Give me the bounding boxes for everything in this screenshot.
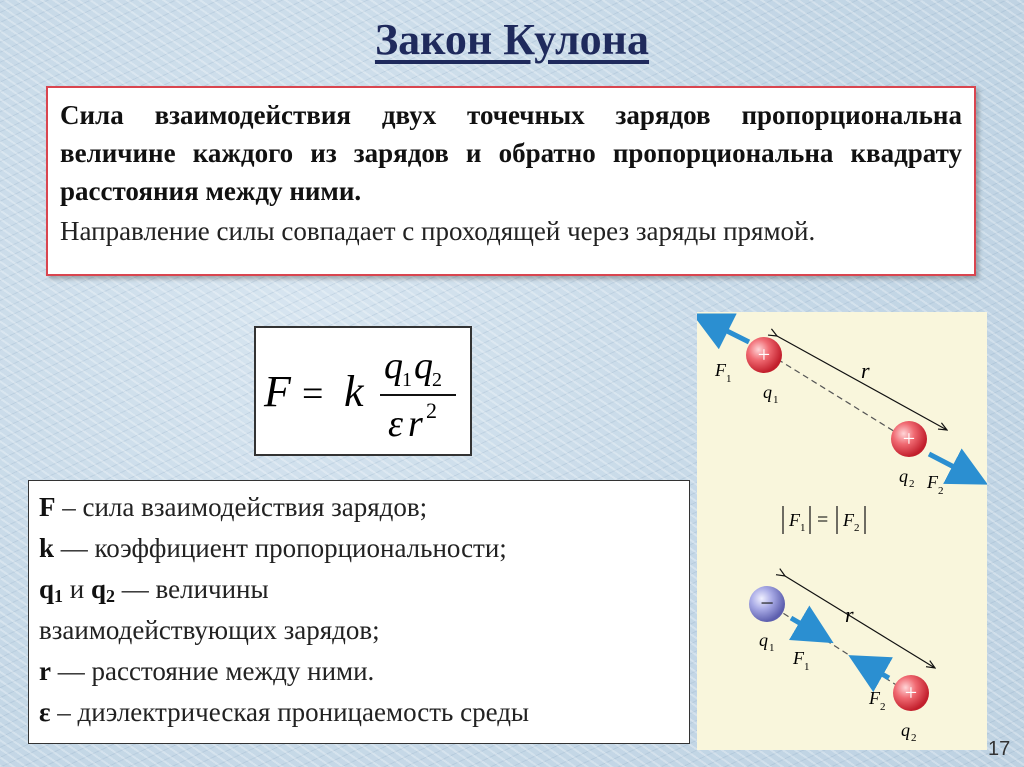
legend-line-coefficient bbox=[39, 528, 679, 569]
legend-text-q-continued: взаимодействующих зарядов; bbox=[39, 615, 380, 645]
formula-q2-subscript: 2 bbox=[432, 369, 442, 391]
bottom-force2-label: F bbox=[869, 688, 880, 708]
bottom-distance-arrow bbox=[785, 576, 935, 668]
top-force2-label: F bbox=[927, 472, 938, 492]
bottom-charge2-sign: + bbox=[904, 680, 918, 705]
equality-left-force-subscript: 1 bbox=[800, 522, 806, 534]
bottom-distance-label: r bbox=[845, 602, 854, 627]
bottom-force2-subscript: 2 bbox=[880, 701, 886, 713]
equality-right-force-label: F bbox=[843, 510, 854, 530]
legend-text-k: — коэффициент пропорциональности; bbox=[54, 533, 507, 563]
legend-symbol-q1: q bbox=[39, 574, 55, 604]
legend-text-r: — расстояние между ними. bbox=[50, 656, 375, 686]
equality-left-force-label: F bbox=[789, 510, 800, 530]
equality-equals-sign: = bbox=[817, 509, 829, 531]
formula-coefficient-k: k bbox=[344, 367, 364, 416]
bottom-charge1-label: q bbox=[759, 630, 768, 650]
formula-equals-sign: = bbox=[302, 373, 324, 415]
legend-subscript-q2: 2 bbox=[106, 586, 116, 606]
top-charge1-sign: + bbox=[757, 342, 771, 367]
legend-symbol-f: F bbox=[39, 492, 56, 522]
charges-illustration bbox=[697, 312, 987, 750]
top-charge2-sign: + bbox=[902, 426, 916, 451]
formula-q1-subscript: 1 bbox=[402, 369, 412, 391]
bottom-force2-arrow bbox=[857, 660, 889, 678]
coulomb-formula bbox=[256, 328, 470, 454]
legend-line-permittivity bbox=[39, 692, 679, 733]
symbol-legend-box bbox=[28, 480, 690, 744]
bottom-force1-subscript: 1 bbox=[804, 661, 810, 673]
law-statement-box bbox=[46, 86, 976, 276]
slide-title: Закон Кулона bbox=[374, 15, 650, 64]
bottom-force1-label: F bbox=[793, 648, 804, 668]
top-force1-arrow bbox=[701, 318, 749, 342]
formula-r-power: 2 bbox=[426, 398, 437, 423]
charges-illustration-panel bbox=[697, 312, 987, 750]
legend-symbol-k: k bbox=[39, 533, 55, 563]
top-force1-subscript: 1 bbox=[726, 373, 732, 385]
bottom-force1-arrow bbox=[791, 618, 825, 638]
legend-line-force bbox=[39, 487, 679, 528]
legend-symbol-r: r bbox=[39, 656, 51, 686]
bottom-charge2-subscript: 2 bbox=[911, 732, 917, 744]
top-charge2-label: q bbox=[899, 466, 908, 486]
legend-symbol-epsilon: ε bbox=[39, 697, 51, 727]
top-force1-label: F bbox=[715, 360, 726, 380]
equality-right-force-subscript: 2 bbox=[854, 522, 860, 534]
formula-q1: q bbox=[384, 345, 403, 387]
formula-force-symbol: F bbox=[264, 367, 291, 416]
legend-symbol-q2: q bbox=[90, 574, 107, 604]
formula-epsilon: ε bbox=[388, 403, 403, 445]
legend-line-charges-continued bbox=[39, 610, 679, 651]
legend-text-epsilon: – диэлектрическая проницаемость среды bbox=[50, 697, 530, 727]
bottom-charge2-label: q bbox=[901, 720, 910, 740]
legend-subscript-q1: 1 bbox=[54, 586, 64, 606]
legend-line-distance bbox=[39, 651, 679, 692]
top-force2-subscript: 2 bbox=[938, 485, 944, 497]
page-number: 17 bbox=[988, 738, 1011, 760]
formula-r: r bbox=[408, 403, 423, 445]
coulomb-formula-box bbox=[254, 326, 472, 456]
top-distance-arrow bbox=[777, 336, 947, 430]
top-charge2-subscript: 2 bbox=[909, 478, 915, 490]
top-charge1-subscript: 1 bbox=[773, 394, 779, 406]
law-direction-note: Направление силы совпадает с проходящей через заряды прямой. bbox=[60, 216, 816, 246]
bottom-charge1-sign: − bbox=[760, 591, 774, 617]
legend-text-and: и bbox=[63, 574, 91, 604]
formula-q2: q bbox=[414, 345, 433, 387]
legend-text-f: – сила взаимодействия зарядов; bbox=[55, 492, 428, 522]
bottom-charge1-subscript: 1 bbox=[769, 642, 775, 654]
legend-line-charges bbox=[39, 569, 679, 610]
top-distance-label: r bbox=[861, 358, 870, 383]
legend-text-q: — величины bbox=[115, 574, 269, 604]
top-charge1-label: q bbox=[763, 382, 772, 402]
law-statement: Сила взаимодействия двух точечных зарядов пропорциональна величине каждого из зарядов и обратно пропорциональна квадрату расстояния между ними. bbox=[60, 100, 962, 206]
